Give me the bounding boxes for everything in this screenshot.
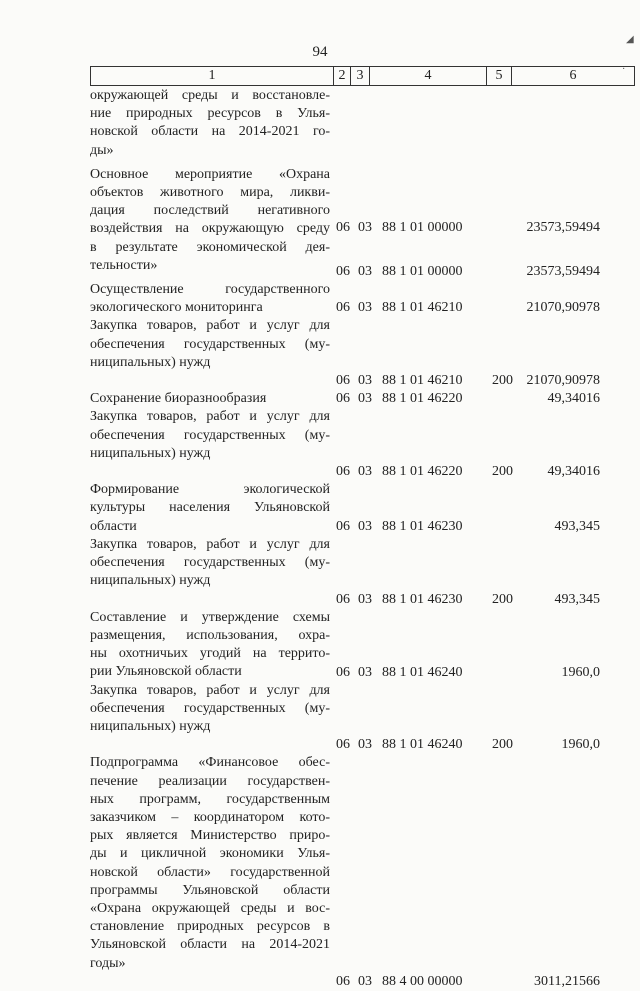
- subsection-code: 03: [358, 973, 372, 989]
- expense-type-code: 200: [492, 464, 513, 480]
- target-article-code: 88 1 01 46240: [382, 737, 463, 753]
- row-description: [90, 390, 330, 408]
- description-line: ниципальных) нужд: [90, 445, 211, 461]
- scan-mark: ·: [622, 64, 626, 75]
- description-line: окружающей среды и восстановле-: [90, 88, 330, 103]
- description-line: ны охотничьих угодий на террито-: [90, 646, 330, 662]
- description-line: ниципальных) нужд: [90, 718, 211, 734]
- section-code: 06: [336, 464, 350, 480]
- table-row: [90, 682, 610, 755]
- description-line: экологического мониторинга: [90, 300, 263, 316]
- target-article-code: 88 1 01 46220: [382, 464, 463, 480]
- scan-mark: ◢: [626, 34, 634, 45]
- col-header-1: 1: [91, 67, 334, 86]
- description-line: культуры населения Ульяновской: [90, 500, 330, 516]
- section-code: 06: [336, 737, 350, 753]
- table-row: [90, 609, 610, 682]
- target-article-code: 88 1 01 00000: [382, 264, 463, 280]
- expense-type-code: 200: [492, 737, 513, 753]
- description-line: ниципальных) нужд: [90, 354, 211, 370]
- row-codes: [336, 299, 532, 317]
- description-line: Сохранение биоразнообразия: [90, 391, 267, 407]
- row-codes: [336, 518, 532, 536]
- table-row: [90, 536, 610, 609]
- section-code: 06: [336, 518, 350, 534]
- description-line: Закупка товаров, работ и услуг для: [90, 536, 330, 552]
- description-line: Формирование экологической: [90, 482, 330, 498]
- target-article-code: 88 1 01 46210: [382, 373, 463, 389]
- row-codes: [336, 664, 532, 682]
- row-description: [90, 609, 330, 682]
- subsection-code: 03: [358, 464, 372, 480]
- expense-type-code: 200: [492, 591, 513, 607]
- subsection-code: 03: [358, 373, 372, 389]
- description-line: Составление и утверждение схемы: [90, 609, 330, 625]
- column-header-table: [90, 66, 635, 86]
- description-line: объектов животного мира, ликви-: [90, 185, 330, 201]
- table-row: [90, 481, 610, 536]
- target-article-code: 88 4 00 00000: [382, 973, 463, 989]
- description-line: Основное мероприятие «Охрана: [90, 166, 330, 182]
- table-row: [90, 390, 610, 408]
- table-row: [90, 317, 610, 390]
- row-codes: [336, 263, 532, 281]
- row-description: [90, 754, 330, 991]
- description-line: обеспечения государственных (му-: [90, 555, 330, 571]
- description-line: ды и цикличной экономики Улья-: [90, 846, 330, 862]
- row-codes: [336, 219, 532, 237]
- description-line: обеспечения государственных (му-: [90, 427, 330, 443]
- description-line: обеспечения государственных (му-: [90, 700, 330, 716]
- col-header-3: 3: [351, 67, 370, 86]
- description-line: Закупка товаров, работ и услуг для: [90, 682, 330, 698]
- row-codes: [336, 973, 532, 991]
- description-line: Осуществление государственного: [90, 282, 330, 298]
- description-line: печение реализации государствен-: [90, 773, 330, 789]
- row-description: [90, 281, 330, 317]
- row-amount: 49,34016: [547, 391, 600, 407]
- subsection-code: 03: [358, 300, 372, 316]
- table-row: [90, 754, 610, 991]
- table-row: [90, 166, 610, 275]
- description-line: Подпрограмма «Финансовое обес-: [90, 755, 330, 771]
- description-line: ниципальных) нужд: [90, 573, 211, 589]
- description-line: обеспечения государственных (му-: [90, 336, 330, 352]
- description-line: ды»: [90, 142, 114, 158]
- row-description: [90, 408, 330, 481]
- col-header-5: 5: [487, 67, 512, 86]
- row-amount: 21070,90978: [526, 373, 600, 389]
- description-line: «Охрана окружающей среды и вос-: [90, 900, 330, 916]
- row-description: [90, 166, 330, 275]
- description-line: годы»: [90, 955, 126, 971]
- section-code: 06: [336, 373, 350, 389]
- description-line: Закупка товаров, работ и услуг для: [90, 318, 330, 334]
- row-codes: [336, 372, 532, 390]
- section-code: 06: [336, 300, 350, 316]
- table-row: [90, 87, 610, 160]
- description-line: в результате экономической дея-: [90, 239, 330, 255]
- description-line: программы Ульяновской области: [90, 882, 330, 898]
- row-amount: 23573,59494: [526, 264, 600, 280]
- target-article-code: 88 1 01 46230: [382, 591, 463, 607]
- row-codes: [336, 591, 532, 609]
- subsection-code: 03: [358, 518, 372, 534]
- section-code: 06: [336, 664, 350, 680]
- subsection-code: 03: [358, 737, 372, 753]
- description-line: становление природных ресурсов в: [90, 919, 330, 935]
- row-codes: [336, 390, 532, 408]
- table-row: [90, 408, 610, 481]
- section-code: 06: [336, 391, 350, 407]
- description-line: дация последствий негативного: [90, 203, 330, 219]
- row-description: [90, 317, 330, 390]
- page-number: 94: [312, 44, 328, 60]
- section-code: 06: [336, 591, 350, 607]
- col-header-2: 2: [334, 67, 351, 86]
- description-line: новской области на 2014-2021 го-: [90, 124, 330, 140]
- target-article-code: 88 1 01 00000: [382, 219, 463, 235]
- subsection-code: 03: [358, 664, 372, 680]
- target-article-code: 88 1 01 46220: [382, 391, 463, 407]
- subsection-code: 03: [358, 219, 372, 235]
- col-header-6: 6: [512, 67, 635, 86]
- description-line: рии Ульяновской области: [90, 664, 242, 680]
- row-amount: 1960,0: [561, 737, 600, 753]
- description-line: Закупка товаров, работ и услуг для: [90, 409, 330, 425]
- budget-table-body: [90, 87, 610, 991]
- col-header-4: 4: [370, 67, 487, 86]
- section-code: 06: [336, 219, 350, 235]
- description-line: области: [90, 518, 137, 534]
- row-description: [90, 536, 330, 609]
- target-article-code: 88 1 01 46240: [382, 664, 463, 680]
- row-description: [90, 481, 330, 536]
- description-line: размещения, использования, охра-: [90, 627, 330, 643]
- description-line: Ульяновской области на 2014-2021: [90, 937, 330, 953]
- subsection-code: 03: [358, 591, 372, 607]
- row-amount: 23573,59494: [526, 219, 600, 235]
- target-article-code: 88 1 01 46210: [382, 300, 463, 316]
- row-codes: [336, 736, 532, 754]
- row-amount: 21070,90978: [526, 300, 600, 316]
- table-row: [90, 263, 610, 281]
- description-line: тельности»: [90, 257, 158, 273]
- row-amount: 493,345: [554, 518, 600, 534]
- description-line: воздействия на окружающую среду: [90, 221, 330, 237]
- description-line: ных программ, государственным: [90, 791, 330, 807]
- target-article-code: 88 1 01 46230: [382, 518, 463, 534]
- description-line: новской области» государственной: [90, 864, 330, 880]
- description-line: заказчиком – координатором кото-: [90, 809, 330, 825]
- subsection-code: 03: [358, 264, 372, 280]
- section-code: 06: [336, 264, 350, 280]
- table-row: [90, 281, 610, 317]
- subsection-code: 03: [358, 391, 372, 407]
- description-line: ние природных ресурсов в Улья-: [90, 106, 330, 122]
- row-amount: 49,34016: [547, 464, 600, 480]
- section-code: 06: [336, 973, 350, 989]
- row-amount: 493,345: [554, 591, 600, 607]
- row-amount: 3011,21566: [534, 973, 600, 989]
- description-line: рых является Министерство приро-: [90, 828, 330, 844]
- row-description: [90, 682, 330, 755]
- expense-type-code: 200: [492, 373, 513, 389]
- row-amount: 1960,0: [561, 664, 600, 680]
- row-codes: [336, 463, 532, 481]
- row-description: [90, 87, 330, 160]
